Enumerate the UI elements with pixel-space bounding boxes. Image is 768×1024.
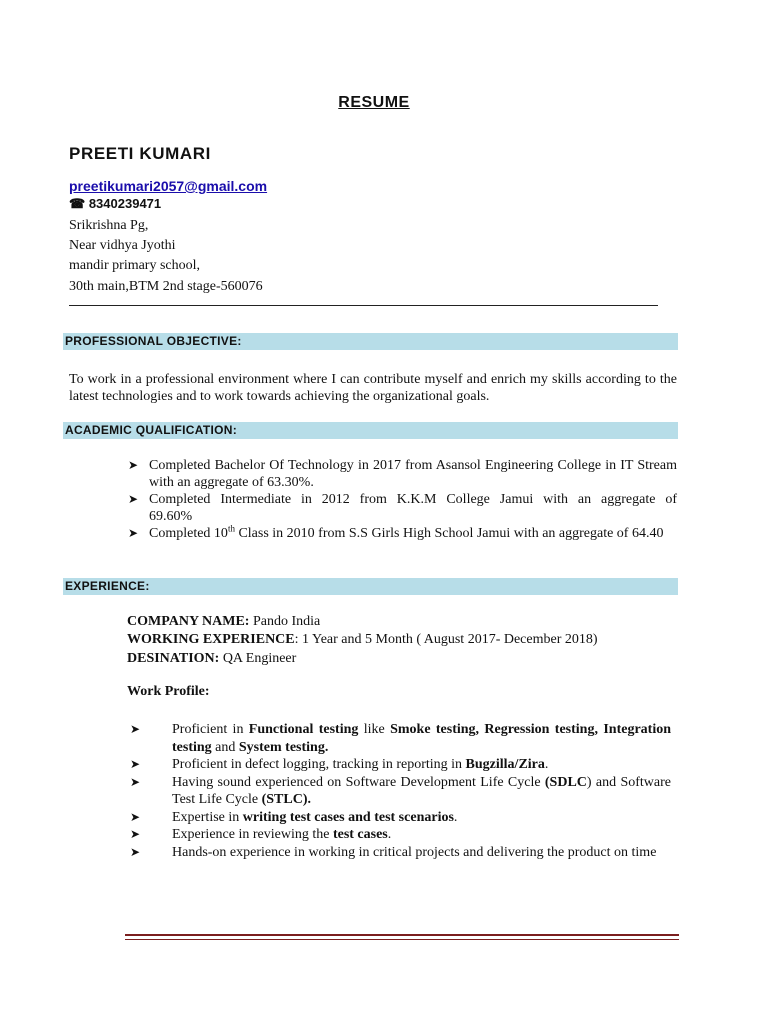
work-profile-list — [130, 721, 671, 861]
list-item: ➤ Completed Bachelor Of Technology in 2017 from Asansol Engineering College in IT Stream with an aggregate of 63.30%. — [128, 458, 677, 490]
address-line-3: mandir primary school, — [69, 258, 201, 273]
list-item: ➤ Hands-on experience in working in critical projects and delivering the product on time — [130, 844, 657, 860]
arrow-bullet-icon: ➤ — [130, 809, 141, 824]
footer-rule-thick — [125, 934, 679, 936]
footer-rule-thin — [125, 939, 679, 940]
arrow-bullet-icon: ➤ — [130, 827, 141, 841]
arrow-bullet-icon: ➤ — [128, 458, 139, 472]
divider — [69, 305, 658, 306]
objective-text: To work in a professional environment where I can contribute myself and enrich my skills according to the latest technologies and to work towards achieving the organizational goals. — [69, 372, 677, 404]
list-item: ➤ Expertise in writing test cases and test scenarios. — [130, 809, 458, 825]
work-profile-heading: Work Profile: — [127, 684, 210, 699]
list-item: ➤ Proficient in defect logging, tracking in reporting in Bugzilla/Zira. — [130, 757, 549, 772]
arrow-bullet-icon: ➤ — [130, 844, 141, 859]
list-item: ➤ Experience in reviewing the test cases. — [130, 827, 392, 842]
arrow-bullet-icon: ➤ — [128, 526, 139, 540]
phone-text: 8340239471 — [88, 196, 162, 211]
arrow-bullet-icon: ➤ — [130, 722, 141, 736]
list-item: ➤ Proficient in Functional testing like Smoke testing, Regression testing, Integration testing and System testing. — [130, 722, 671, 755]
address-line-4: 30th main,BTM 2nd stage-560076 — [69, 279, 263, 294]
section-professional-objective: PROFESSIONAL OBJECTIVE: — [63, 333, 678, 350]
list-item: ➤ Completed 10th Class in 2010 from S.S Girls High School Jamui with an aggregate of 64.40 — [128, 523, 664, 541]
candidate-name: PREETI KUMARI — [69, 144, 211, 163]
arrow-bullet-icon: ➤ — [130, 774, 141, 789]
working-experience-line: WORKING EXPERIENCE: 1 Year and 5 Month ( August 2017- December 2018) — [127, 632, 598, 647]
resume-title: RESUME — [338, 94, 410, 111]
company-line: COMPANY NAME: Pando India — [127, 614, 321, 629]
arrow-bullet-icon: ➤ — [130, 757, 141, 771]
telephone-icon: ☎ — [69, 196, 86, 211]
section-academic-qualification: ACADEMIC QUALIFICATION: — [63, 422, 678, 439]
address-line-2: Near vidhya Jyothi — [69, 238, 176, 253]
address-line-1: Srikrishna Pg, — [69, 218, 149, 233]
email-link[interactable]: preetikumari2057@gmail.com — [69, 178, 268, 194]
academic-list — [128, 457, 677, 542]
list-item: ➤ Having sound experienced on Software Development Life Cycle (SDLC) and Software Test Life Cycle (STLC). — [130, 774, 671, 807]
list-item: ➤ Completed Intermediate in 2012 from K.K.M College Jamui with an aggregate of 69.60% — [128, 492, 677, 524]
designation-line: DESINATION: QA Engineer — [127, 651, 297, 666]
arrow-bullet-icon: ➤ — [128, 492, 139, 506]
phone-number — [69, 196, 161, 212]
section-experience: EXPERIENCE: — [63, 578, 678, 595]
